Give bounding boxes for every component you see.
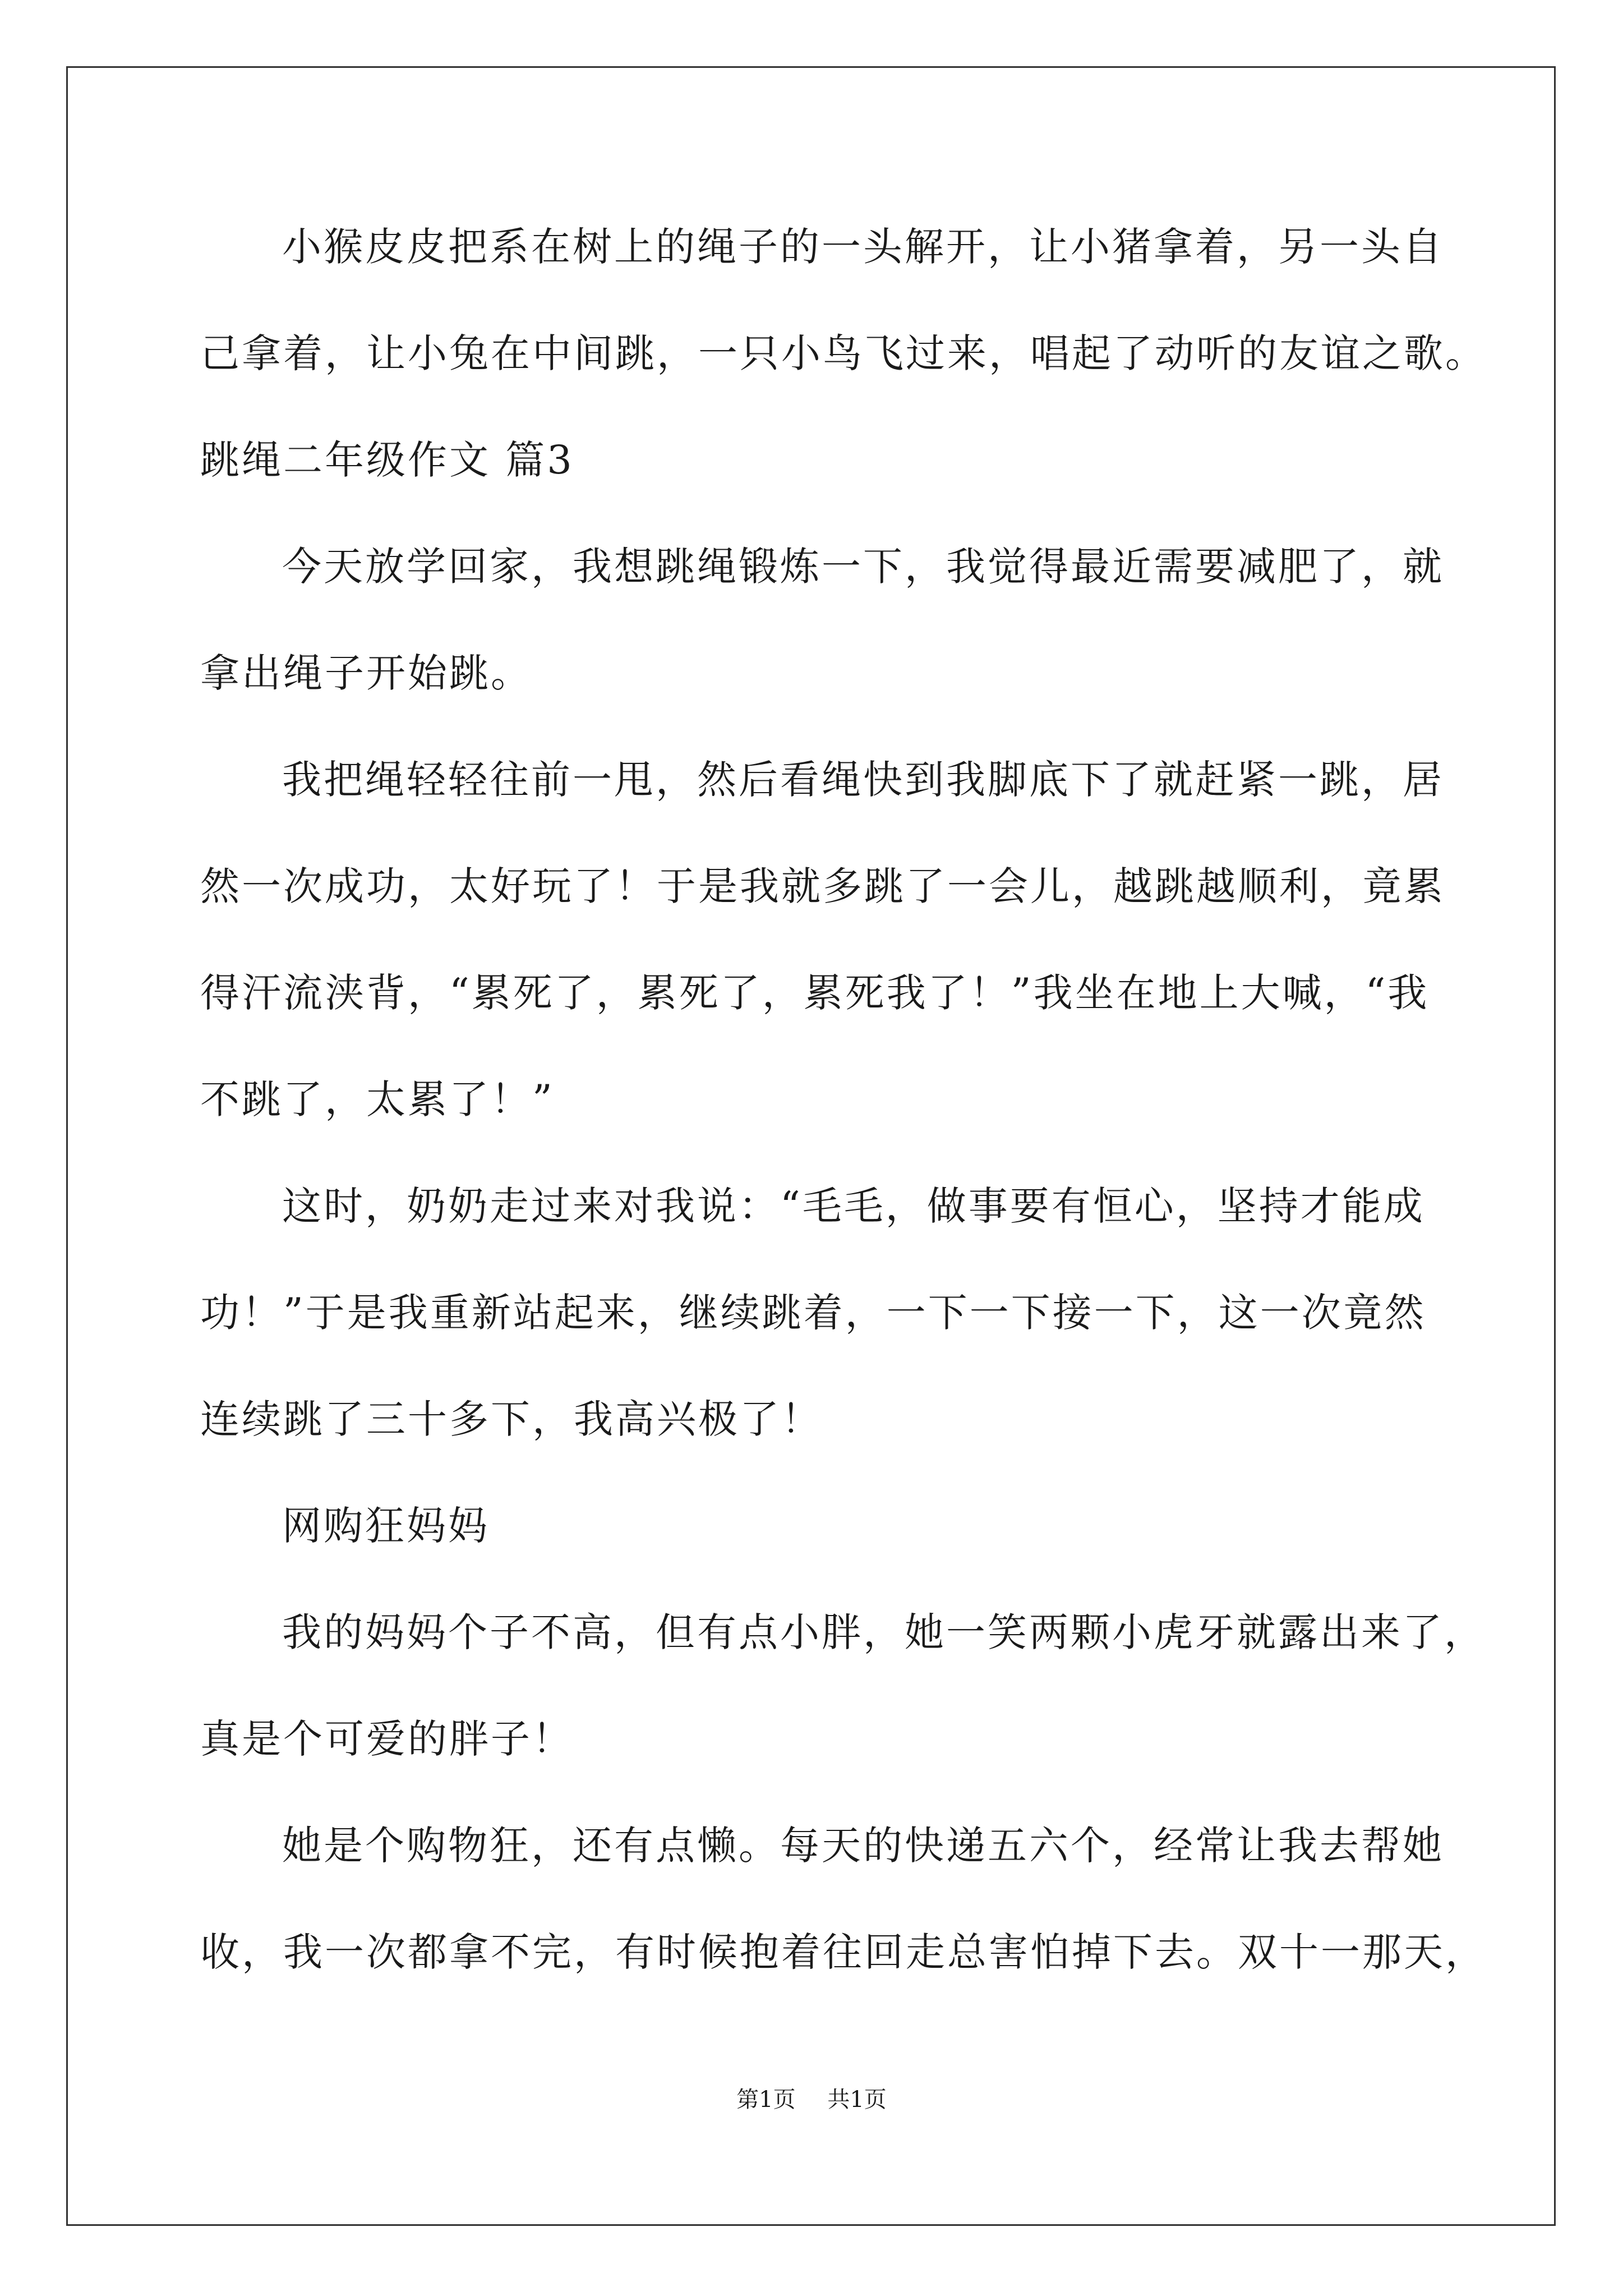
section-heading: 网购狂妈妈 [282,1503,490,1549]
section-heading: 跳绳二年级作文 篇3 [200,437,574,483]
paragraph-line: 小猴皮皮把系在树上的绳子的一头解开，让小猪拿着，另一头自 [282,224,1444,270]
paragraph-line: 她是个购物狂，还有点懒。每天的快递五六个，经常让我去帮她 [282,1823,1444,1869]
paragraph-line: 我的妈妈个子不高，但有点小胖，她一笑两颗小虎牙就露出来了， [282,1609,1486,1655]
page-border [66,66,1556,2226]
paragraph-line: 不跳了，太累了！” [200,1076,555,1122]
page-total: 共1页 [827,2087,887,2113]
paragraph-line: 得汗流浃背，“累死了，累死了，累死我了！”我坐在地上大喊，“我 [200,970,1430,1016]
paragraph-line: 真是个可爱的胖子！ [200,1716,574,1762]
paragraph-line: 我把绳轻轻往前一甩，然后看绳快到我脚底下了就赶紧一跳，居 [282,757,1444,803]
paragraph-line: 今天放学回家，我想跳绳锻炼一下，我觉得最近需要减肥了，就 [282,544,1444,590]
paragraph-line: 连续跳了三十多下，我高兴极了！ [200,1396,823,1442]
page-number: 第1页 [736,2087,796,2113]
paragraph-line: 然一次成功，太好玩了！于是我就多跳了一会儿，越跳越顺利，竟累 [200,863,1445,909]
paragraph-line: 拿出绳子开始跳。 [200,650,532,696]
paragraph-line: 功！”于是我重新站起来，继续跳着，一下一下接一下，这一次竟然 [200,1290,1426,1336]
page-footer [0,2083,1623,2116]
paragraph-line: 这时，奶奶走过来对我说：“毛毛，做事要有恒心，坚持才能成 [282,1183,1425,1229]
paragraph-line: 己拿着，让小兔在中间跳，一只小鸟飞过来，唱起了动听的友谊之歌。 [200,330,1487,376]
paragraph-line: 收，我一次都拿不完，有时候抱着往回走总害怕掉下去。双十一那天， [200,1929,1487,1975]
